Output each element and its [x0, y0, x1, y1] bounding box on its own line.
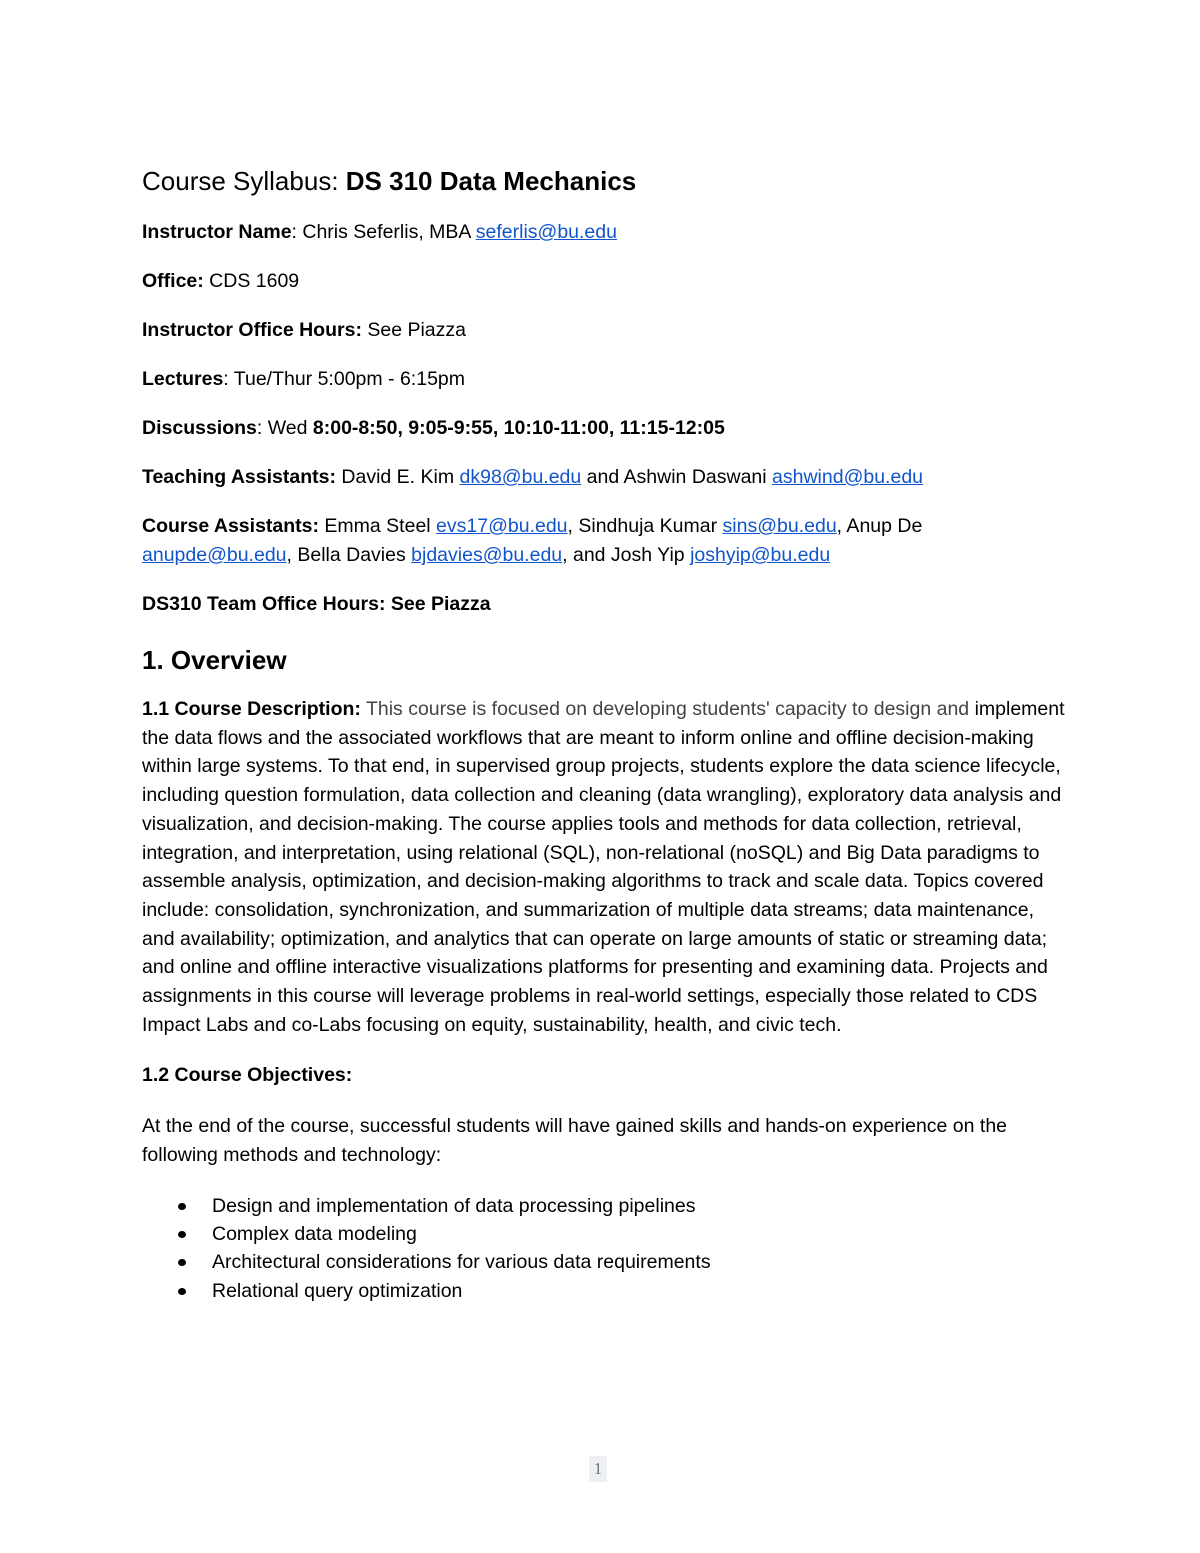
discussions-line — [142, 414, 1072, 443]
ca4-email-link[interactable]: bjdavies@bu.edu — [411, 544, 563, 566]
ta2-email-link[interactable]: ashwind@bu.edu — [772, 466, 924, 488]
ca1-name: Emma Steel — [319, 515, 437, 537]
discussions-times: 8:00-8:50, 9:05-9:55, 10:10-11:00, 11:15-12:05 — [312, 417, 725, 439]
discussions-label: Discussions — [142, 417, 257, 439]
objectives-heading: 1.2 Course Objectives: — [142, 1064, 353, 1087]
lectures-line — [142, 365, 1072, 394]
ca-label: Course Assistants: — [142, 515, 319, 537]
objective-text: Design and implementation of data processing pipelines — [212, 1194, 696, 1217]
list-item — [212, 1192, 1072, 1220]
bullet-icon — [178, 1231, 186, 1238]
bullet-icon — [178, 1288, 186, 1295]
description-rest: implement the data flows and the associated workflows that are meant to inform online and offline decision-making within large systems. To that end, in supervised group projects, students explore the data science lifecycle, including question formulation, data collection and cleaning (data wrangling), exploratory data analysis and visualization, and decision-making. The course applies tools and methods for data collection, retrieval, integration, and interpretation, using relational (SQL), non-relational (noSQL) and Big Data paradigms to assemble analysis, optimization, and decision-making algorithms to track and scale data. Topics covered include: consolidation, synchronization, and summarization of multiple data streams; data maintenance, and availability; optimization, and analytics that can operate on large amounts of static or streaming data; and online and offline interactive visualizations platforms for presenting and examining data. Projects and assignments in this course will leverage problems in real-world settings, especially those related to CDS Impact Labs and co-Labs focusing on equity, sustainability, health, and civic tech. — [142, 698, 1065, 1036]
ca4-name: , Bella Davies — [286, 544, 412, 566]
objectives-intro: At the end of the course, successful students will have gained skills and hands-on experience on the following methods and technology: — [142, 1115, 1008, 1167]
course-assistants-line — [142, 512, 1072, 570]
office-line — [142, 267, 1072, 296]
ta-label: Teaching Assistants: — [142, 466, 336, 488]
ta-joiner: and Ashwin Daswani — [581, 466, 773, 488]
ca2-name: , Sindhuja Kumar — [567, 515, 723, 537]
ca1-email-link[interactable]: evs17@bu.edu — [436, 515, 568, 537]
objective-text: Relational query optimization — [212, 1279, 463, 1302]
list-item — [212, 1220, 1072, 1248]
ca3-name: , Anup De — [836, 515, 923, 537]
description-first: This course is focused on developing students' capacity to design and — [360, 698, 970, 720]
instructor-line — [142, 218, 1072, 247]
lectures-label: Lectures — [142, 368, 224, 390]
course-name: DS 310 Data Mechanics — [345, 166, 637, 196]
syllabus-content — [142, 164, 1072, 1305]
description-label: 1.1 Course Description: — [142, 698, 361, 720]
instructor-label: Instructor Name — [142, 221, 292, 243]
objective-text: Complex data modeling — [212, 1223, 417, 1246]
course-description — [142, 695, 1072, 1039]
overview-heading: 1. Overview — [142, 645, 287, 675]
ca2-email-link[interactable]: sins@bu.edu — [722, 515, 837, 537]
list-item — [212, 1277, 1072, 1305]
ca5-name: , and Josh Yip — [562, 544, 691, 566]
page-title — [142, 164, 1072, 198]
instructor-email-link[interactable]: seferlis@bu.edu — [475, 221, 617, 243]
office-hours-value: See Piazza — [361, 319, 466, 341]
bullet-icon — [178, 1259, 186, 1266]
discussions-prefix: : Wed — [256, 417, 313, 439]
ta1-name: David E. Kim — [335, 466, 460, 488]
objective-text: Architectural considerations for various data requirements — [212, 1251, 711, 1274]
office-hours-line — [142, 316, 1072, 345]
office-hours-label: Instructor Office Hours: — [142, 319, 362, 341]
teaching-assistants-line — [142, 463, 1072, 492]
instructor-value: : Chris Seferlis, MBA — [291, 221, 476, 243]
bullet-icon — [178, 1203, 186, 1210]
office-label: Office: — [142, 270, 204, 292]
page-number: 1 — [589, 1456, 607, 1482]
ca3-email-link[interactable]: anupde@bu.edu — [142, 544, 287, 566]
ta1-email-link[interactable]: dk98@bu.edu — [459, 466, 582, 488]
list-item — [212, 1248, 1072, 1276]
team-office-hours: DS310 Team Office Hours: See Piazza — [142, 593, 491, 615]
ca5-email-link[interactable]: joshyip@bu.edu — [690, 544, 831, 566]
office-value: CDS 1609 — [203, 270, 300, 292]
title-prefix: Course Syllabus: — [142, 166, 346, 196]
lectures-value: : Tue/Thur 5:00pm - 6:15pm — [223, 368, 465, 390]
objectives-list — [142, 1192, 1072, 1305]
